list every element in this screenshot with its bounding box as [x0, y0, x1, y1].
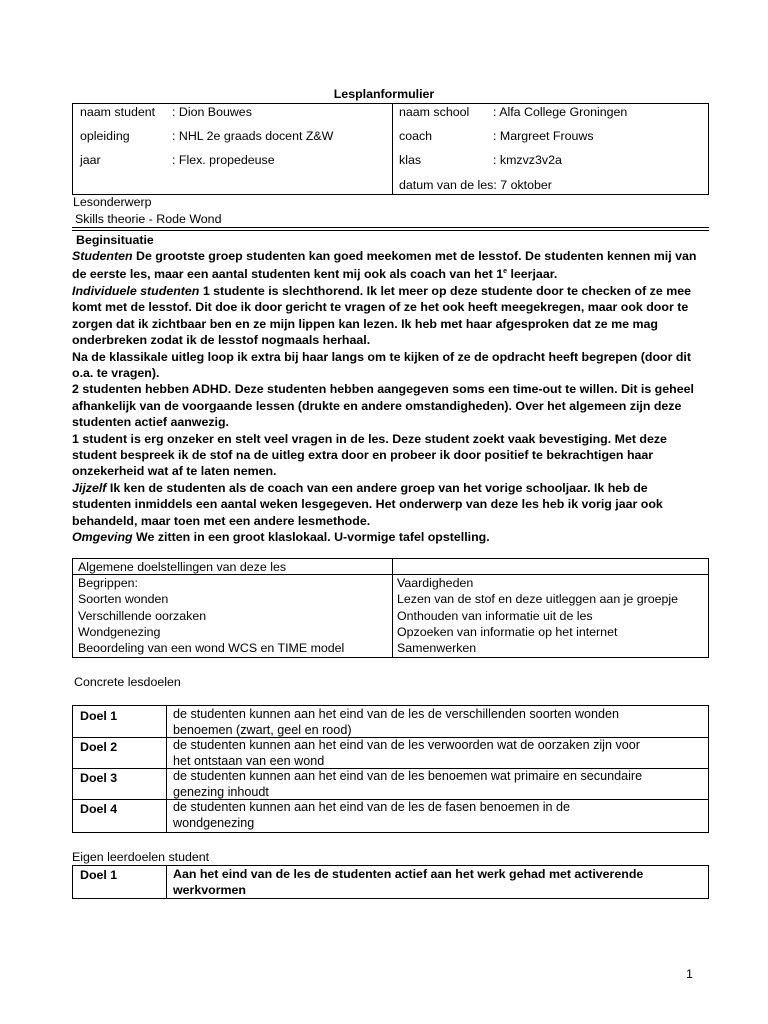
- text-line: leerjaar.: [507, 267, 558, 282]
- vaardigheid-item: Onthouden van informatie uit de les: [397, 609, 593, 623]
- label-jaar: jaar: [80, 153, 101, 167]
- lesdoelen-heading: Concrete lesdoelen: [74, 675, 181, 689]
- value-coach: : Margreet Frouws: [493, 129, 594, 143]
- begrip-item: Wondgenezing: [78, 625, 161, 639]
- label-naam-student: naam student: [80, 105, 156, 119]
- text-line: studenten inmiddels een aantal weken lesgegeven. Het onderwerp van deze les heb ik vorig jaar ook: [72, 497, 663, 512]
- lesonderwerp-value: Skills theorie - Rode Wond: [75, 212, 222, 226]
- lesonderwerp-label: Lesonderwerp: [73, 195, 152, 209]
- text-line: We zitten in een groot klaslokaal. U-vormige tafel opstelling.: [132, 530, 490, 545]
- doel-label: Doel 3: [80, 771, 118, 785]
- text-line: Ik ken de studenten als de coach van een andere groep van het vorige schooljaar. Ik heb de: [106, 480, 648, 495]
- text-line: onderbreken zodat ik de lesstof nogmaals herhaal.: [72, 333, 371, 348]
- label-opleiding: opleiding: [80, 129, 130, 143]
- doel-label: Doel 4: [80, 802, 118, 816]
- begrip-item: Soorten wonden: [78, 592, 169, 606]
- text-line: behandeld, maar toen met een andere lesmethode.: [72, 513, 371, 528]
- value-opleiding: : NHL 2e graads docent Z&W: [172, 129, 334, 143]
- label-coach: coach: [399, 129, 433, 143]
- text-line: De grootste groep studenten kan goed meekomen met de lesstof. De studenten kennen mij van: [132, 249, 697, 263]
- begrip-item: Beoordeling van een wond WCS en TIME model: [78, 641, 345, 655]
- label-klas: klas: [399, 153, 422, 167]
- doel-text: [173, 738, 640, 769]
- doel-label: Doel 2: [80, 740, 118, 754]
- vaardigheid-item: Opzoeken van informatie op het internet: [397, 625, 618, 639]
- doel-label: Doel 1: [80, 709, 118, 723]
- text-line: de studenten kunnen aan het eind van de les verwoorden wat de oorzaken zijn voor: [173, 738, 640, 752]
- superscript: e: [503, 268, 507, 276]
- doel-text: [173, 707, 619, 738]
- lead-jijzelf: Jijzelf: [72, 480, 107, 495]
- lead-studenten: Studenten: [72, 249, 133, 263]
- begrip-item: Verschillende oorzaken: [78, 609, 207, 623]
- leerdoelen-heading: Eigen leerdoelen student: [72, 850, 210, 864]
- text-line: komt met de lesstof. Dit doe ik door gericht te vragen of ze het ook heeft meegekregen, maar ook door te: [72, 300, 689, 315]
- begrippen-title: Begrippen:: [78, 576, 138, 590]
- leerdoel-label: Doel 1: [80, 868, 118, 882]
- text-line: Aan het eind van de les de studenten actief aan het werk gehad met activerende: [173, 867, 644, 881]
- text-line: afhankelijk van de voorgaande lessen (drukte en andere omstandigheden). Over het algemeen zijn deze: [72, 398, 682, 413]
- text-line: de studenten kunnen aan het eind van de les de verschillenden soorten wonden: [173, 707, 620, 721]
- lesdoelen-divider: [166, 705, 167, 833]
- para-adhd: [72, 381, 712, 430]
- text-line: genezing inhoudt: [173, 784, 269, 799]
- para-individuele-studenten: [72, 283, 712, 349]
- para-studenten: [72, 248, 712, 283]
- text-line: Na de klassikale uitleg loop ik extra bij haar langs om te kijken of ze de opdracht heeft begrepen (door dit: [72, 349, 691, 364]
- vaardigheden-title: Vaardigheden: [397, 576, 474, 590]
- para-onzeker: [72, 431, 712, 480]
- text-line: 1 studente is slechthorend. Ik let meer op deze studente door te checken of ze mee: [199, 283, 692, 298]
- text-line: het ontstaan van een wond: [173, 753, 325, 768]
- vaardigheid-item: Lezen van de stof en deze uitleggen aan je groepje: [397, 592, 679, 606]
- label-naam-school: naam school: [399, 105, 470, 119]
- doelstellingen-divider: [392, 558, 393, 658]
- text-line: benoemen (zwart, geel en rood): [173, 722, 352, 737]
- text-line: 2 studenten hebben ADHD. Deze studenten hebben aangegeven soms een time-out te willen. Dit is geheel: [72, 382, 694, 397]
- text-line: 1 student is erg onzeker en stelt veel vragen in de les. Deze student zoekt vaak bevestiging. Met deze: [72, 431, 667, 446]
- header-divider: [392, 103, 393, 195]
- double-rule-bottom: [72, 230, 709, 231]
- datum-van-de-les: datum van de les: 7 oktober: [399, 178, 552, 192]
- text-line: student bespreek ik de stof na de uitleg extra door en probeer ik door positief te bekrachtigen haar: [72, 448, 654, 462]
- text-line: o.a. te vragen).: [72, 365, 160, 380]
- doel-text: [173, 800, 570, 831]
- text-line: de studenten kunnen aan het eind van de les de fasen benoemen in de: [173, 800, 571, 814]
- value-naam-school: : Alfa College Groningen: [493, 105, 628, 119]
- text-line: werkvormen: [173, 883, 247, 898]
- text-line: studenten actief aanwezig.: [72, 415, 229, 430]
- doel-text: [173, 769, 642, 800]
- document-title: Lesplanformulier: [333, 87, 435, 101]
- para-jijzelf: [72, 480, 712, 529]
- leerdoel-text: [173, 866, 643, 899]
- text-line: zorgen dat ik zichtbaar ben en ze mijn lippen kan lezen. Ik heb met haar afgesproken dat ze me mag: [72, 316, 658, 331]
- double-rule-top: [72, 227, 709, 228]
- value-klas: : kmzvz3v2a: [493, 153, 562, 167]
- beginsituatie-text: [72, 248, 712, 545]
- vaardigheid-item: Samenwerken: [397, 641, 477, 655]
- value-jaar: : Flex. propedeuse: [172, 153, 275, 167]
- para-klassikale-uitleg: [72, 349, 712, 382]
- lead-individuele-studenten: Individuele studenten: [72, 283, 200, 298]
- para-omgeving: [72, 529, 712, 545]
- leerdoelen-divider: [166, 865, 167, 899]
- page-number: 1: [686, 967, 693, 981]
- text-line: de eerste les, maar een aantal studenten kent mij ook als coach van het 1: [72, 267, 504, 282]
- text-line: wondgenezing: [173, 815, 255, 830]
- lead-omgeving: Omgeving: [72, 530, 133, 545]
- text-line: onzekerheid wat af te laten nemen.: [72, 464, 277, 479]
- value-naam-student: : Dion Bouwes: [172, 105, 252, 119]
- text-line: de studenten kunnen aan het eind van de les benoemen wat primaire en secundaire: [173, 769, 643, 783]
- doelstellingen-header: Algemene doelstellingen van deze les: [78, 560, 287, 574]
- beginsituatie-heading: Beginsituatie: [76, 233, 154, 247]
